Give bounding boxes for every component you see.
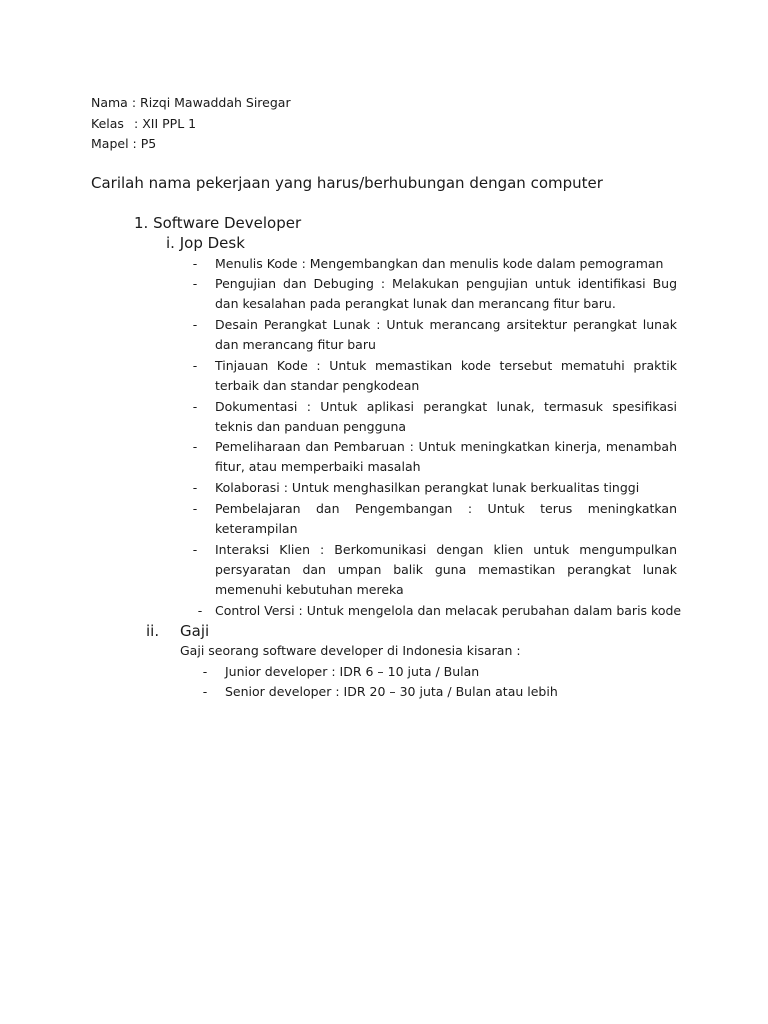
- kelas-label: Kelas: [91, 116, 124, 131]
- list-item: Kolaborasi : Untuk menghasilkan perangkat lunak berkualitas tinggi: [215, 480, 640, 495]
- kelas-line: [91, 114, 196, 134]
- section-title: Software Developer: [153, 214, 302, 232]
- list-item: Pembelajaran dan Pengembangan : Untuk terus meningkatkan keterampilan: [215, 501, 677, 536]
- list-dash: -: [192, 501, 198, 516]
- subsection-title: Jop Desk: [179, 234, 245, 252]
- mapel-line: [91, 134, 156, 154]
- question-heading: Carilah nama pekerjaan yang harus/berhubungan dengan computer: [91, 174, 603, 192]
- list-item: Pengujian dan Debuging : Melakukan pengujian untuk identifikasi Bug dan kesalahan pada perangkat lunak dan merancang fitur baru.: [215, 276, 677, 311]
- list-item: Control Versi : Untuk mengelola dan melacak perubahan dalam baris kode: [215, 603, 682, 618]
- list-item: Interaksi Klien : Berkomunikasi dengan klien untuk mengumpulkan persyaratan dan umpan balik guna memastikan perangkat lunak memenuhi kebutuhan mereka: [215, 542, 677, 597]
- list-dash: -: [192, 276, 198, 291]
- list-dash: -: [202, 684, 208, 699]
- list-dash: -: [192, 439, 198, 454]
- list-item: Pemeliharaan dan Pembaruan : Untuk meningkatkan kinerja, menambah fitur, atau memperbaiki masalah: [215, 439, 677, 474]
- list-item: Menulis Kode : Mengembangkan dan menulis kode dalam pemograman: [215, 256, 664, 271]
- subsection-jobdesk: [166, 233, 245, 253]
- kelas-value: XII PPL 1: [142, 116, 197, 131]
- mapel-separator: :: [132, 136, 137, 151]
- list-dash: -: [192, 399, 198, 414]
- kelas-separator: :: [134, 116, 139, 131]
- list-dash: -: [192, 358, 198, 373]
- list-dash: -: [192, 542, 198, 557]
- nama-value: Rizqi Mawaddah Siregar: [140, 95, 291, 110]
- list-dash: -: [192, 256, 198, 271]
- gaji-intro: Gaji seorang software developer di Indonesia kisaran :: [180, 643, 521, 658]
- section-number: 1.: [134, 214, 149, 232]
- nama-line: [91, 93, 291, 113]
- list-dash: -: [197, 603, 203, 618]
- subsection-title-gaji: Gaji: [180, 622, 210, 640]
- subsection-number-gaji: ii.: [146, 622, 160, 640]
- section-software-developer: [134, 213, 301, 233]
- list-dash: -: [192, 480, 198, 495]
- nama-separator: :: [131, 95, 137, 110]
- mapel-value: P5: [140, 136, 157, 151]
- list-dash: -: [202, 664, 208, 679]
- nama-label: Nama: [91, 95, 128, 110]
- subsection-number: i.: [166, 234, 175, 252]
- mapel-label: Mapel: [91, 136, 129, 151]
- list-item: Desain Perangkat Lunak : Untuk merancang arsitektur perangkat lunak dan merancang fitur baru: [215, 317, 677, 352]
- salary-item-senior: Senior developer : IDR 20 – 30 juta / Bulan atau lebih: [225, 684, 558, 699]
- list-item: Dokumentasi : Untuk aplikasi perangkat lunak, termasuk spesifikasi teknis dan panduan pengguna: [215, 399, 677, 434]
- list-item: Tinjauan Kode : Untuk memastikan kode tersebut mematuhi praktik terbaik dan standar pengkodean: [215, 358, 677, 393]
- list-dash: -: [192, 317, 198, 332]
- salary-item-junior: Junior developer : IDR 6 – 10 juta / Bulan: [225, 664, 480, 679]
